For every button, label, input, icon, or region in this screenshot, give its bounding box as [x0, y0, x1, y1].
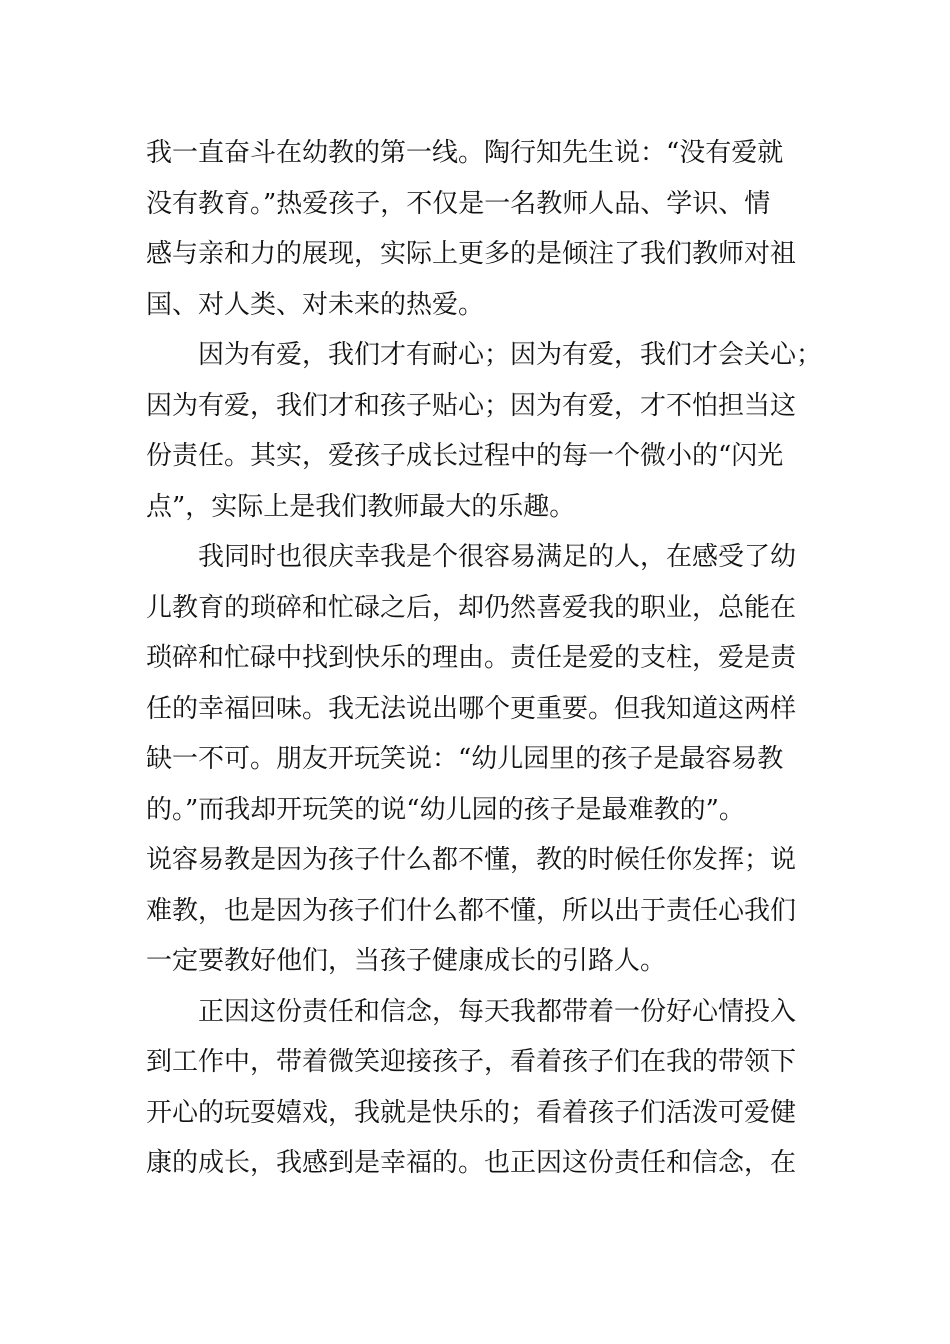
text-line: 点”，实际上是我们教师最大的乐趣。: [146, 491, 576, 522]
text-line: 难教，也是因为孩子们什么都不懂，所以出于责任心我们: [146, 895, 797, 926]
text-line: 我一直奋斗在幼教的第一线。陶行知先生说：“没有爱就: [146, 138, 784, 168]
body-text: [146, 128, 823, 1189]
text-line: 我同时也很庆幸我是个很容易满足的人，在感受了幼: [198, 542, 797, 572]
text-line: 缺一不可。朋友开玩笑说：“幼儿园里的孩子是最容易教: [146, 744, 784, 774]
paragraph: [146, 532, 810, 987]
text-line: 到工作中，带着微笑迎接孩子，看着孩子们在我的带领下: [146, 1047, 797, 1077]
text-line: 开心的玩耍嬉戏，我就是快乐的；看着孩子们活泼可爱健: [146, 1097, 797, 1128]
text-line: 没有教育。”热爱孩子，不仅是一名教师人品、学识、情: [146, 188, 771, 219]
text-line: 儿教育的琐碎和忙碌之后，却仍然喜爱我的职业，总能在: [146, 592, 797, 623]
text-line: 说容易教是因为孩子什么都不懂，教的时候任你发挥；说: [146, 845, 797, 875]
text-line: 琐碎和忙碌中找到快乐的理由。责任是爱的支柱，爱是责: [146, 643, 797, 673]
paragraph: [146, 128, 810, 330]
text-line: 任的幸福回味。我无法说出哪个更重要。但我知道这两样: [146, 693, 797, 724]
text-line: 份责任。其实，爱孩子成长过程中的每一个微小的“闪光: [146, 441, 784, 471]
text-line: 因为有爱，我们才有耐心；因为有爱，我们才会关心；: [198, 340, 823, 370]
text-line: 国、对人类、对未来的热爱。: [146, 289, 485, 320]
text-line: 的。”而我却开玩笑的说“幼儿园的孩子是最难教的”。: [146, 794, 745, 825]
text-line: 一定要教好他们，当孩子健康成长的引路人。: [146, 946, 667, 976]
paragraph: [146, 330, 823, 532]
text-line: 因为有爱，我们才和孩子贴心；因为有爱，才不怕担当这: [146, 390, 797, 421]
paragraph: [146, 987, 810, 1189]
text-line: 康的成长，我感到是幸福的。也正因这份责任和信念，在: [146, 1148, 797, 1178]
text-line: 正因这份责任和信念，每天我都带着一份好心情投入: [198, 996, 797, 1027]
text-line: 感与亲和力的展现，实际上更多的是倾注了我们教师对祖: [146, 239, 797, 269]
